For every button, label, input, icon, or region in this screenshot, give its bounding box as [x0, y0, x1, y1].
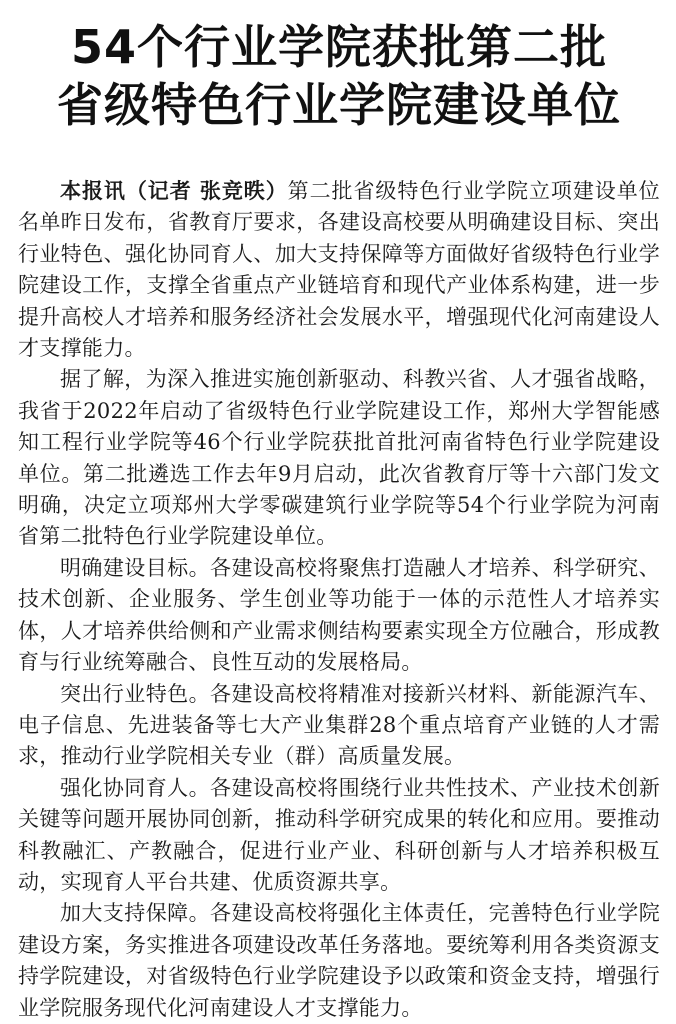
byline: 本报讯（记者 张竞昳）: [60, 179, 288, 203]
paragraph-2: 据了解，为深入推进实施创新驱动、科教兴省、人才强省战略，我省于2022年启动了省级特色行业学院建设工作，郑州大学智能感知工程行业学院等46个行业学院获批首批河南省特色行业学院建设单位。第二批遴选工作去年9月启动，此次省教育厅等十六部门发文明确，决定立项郑州大学零碳建筑行业学院等54个行业学院为河南省第二批特色行业学院建设单位。: [18, 367, 660, 549]
paragraph-1: [18, 176, 660, 364]
paragraph-1-text: 第二批省级特色行业学院立项建设单位名单昨日发布，省教育厅要求，各建设高校要从明确建设目标、突出行业特色、强化协同育人、加大支持保障等方面做好省级特色行业学院建设工作，支撑全省重点产业链培育和现代产业体系构建，进一步提升高校人才培养和服务经济社会发展水平，增强现代化河南建设人才支撑能力。: [18, 179, 660, 361]
article-body: [18, 176, 660, 1024]
paragraph-6: 加大支持保障。各建设高校将强化主体责任，完善特色行业学院建设方案，务实推进各项建设改革任务落地。要统筹利用各类资源支持学院建设，对省级特色行业学院建设予以政策和资金支持，增强行业学院服务现代化河南建设人才支撑能力。: [18, 901, 660, 1020]
paragraph-5: 强化协同育人。各建设高校将围绕行业共性技术、产业技术创新关键等问题开展协同创新，推动科学研究成果的转化和应用。要推动科教融汇、产教融合，促进行业产业、科研创新与人才培养积极互动，实现育人平台共建、优质资源共享。: [18, 775, 660, 894]
paragraph-3: 明确建设目标。各建设高校将聚焦打造融人才培养、科学研究、技术创新、企业服务、学生创业等功能于一体的示范性人才培养实体，人才培养供给侧和产业需求侧结构要素实现全方位融合，形成教育与行业统筹融合、良性互动的发展格局。: [18, 555, 660, 675]
headline-line-2: 省级特色行业学院建设单位: [57, 78, 621, 132]
headline: [18, 18, 660, 134]
headline-line-1: 54个行业学院获批第二批: [70, 20, 607, 74]
paragraph-4: 突出行业特色。各建设高校将精准对接新兴材料、新能源汽车、电子信息、先进装备等七大产业集群28个重点培育产业链的人才需求，推动行业学院相关专业（群）高质量发展。: [18, 681, 660, 769]
